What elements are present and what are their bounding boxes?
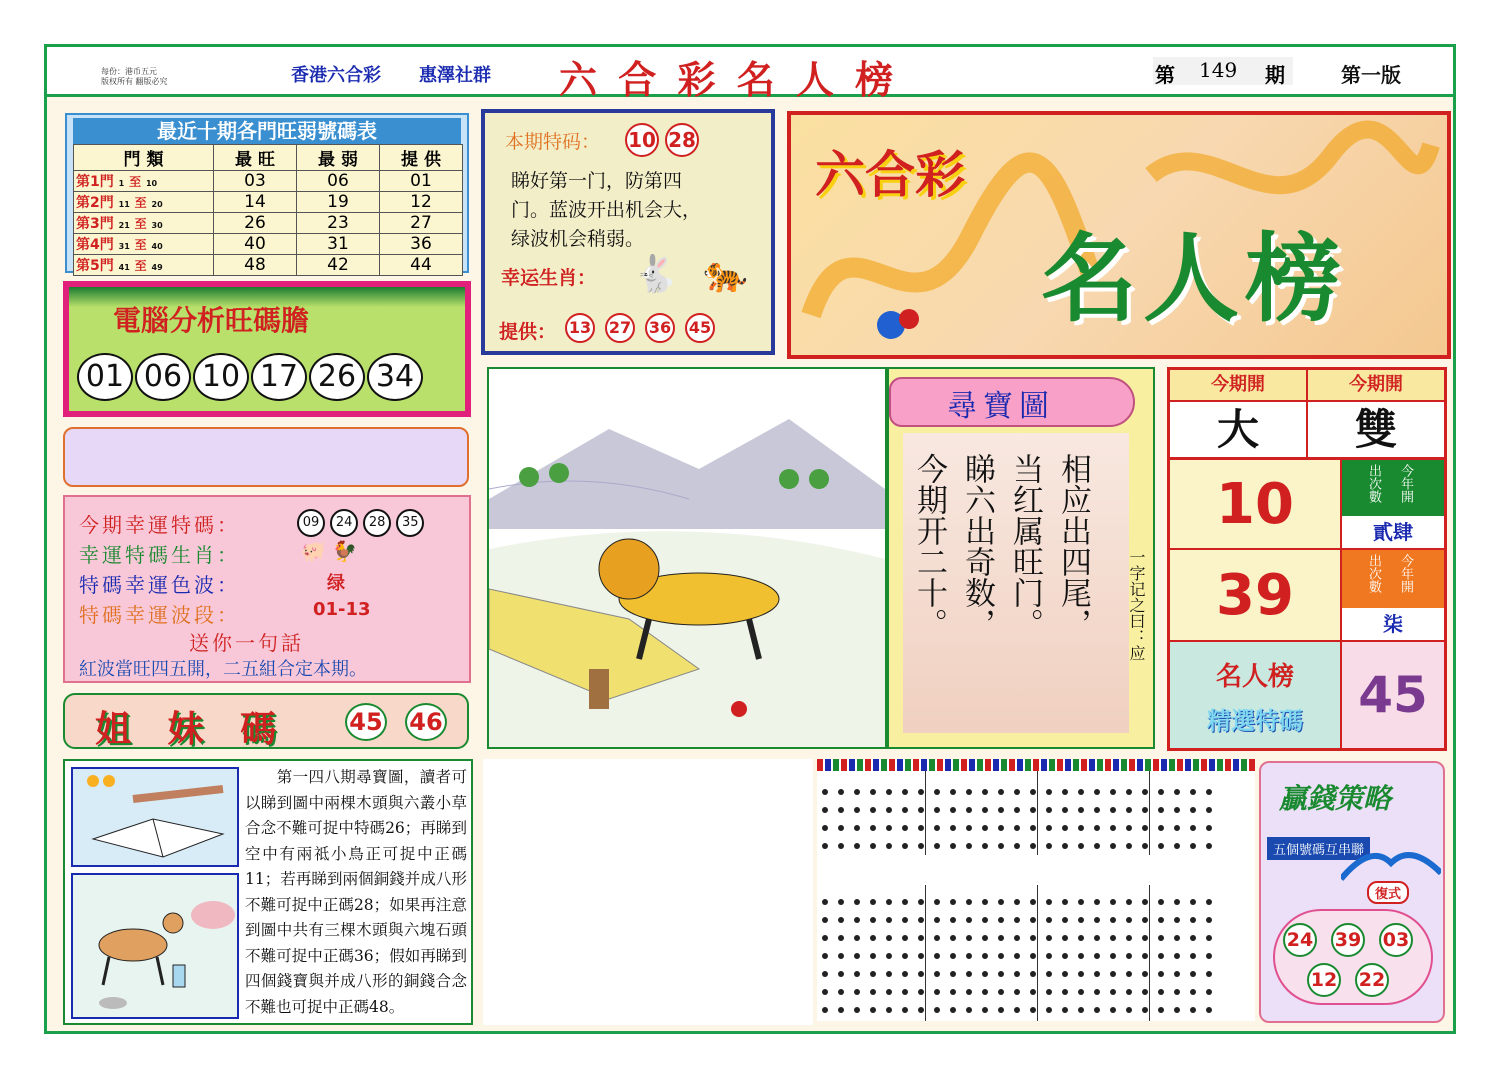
count-label: 今年開 <box>1398 554 1413 593</box>
grid-gap <box>817 855 1237 885</box>
door-label: 第2門 <box>76 195 114 211</box>
zodiac-label: 幸运生肖： <box>501 267 597 289</box>
range-from: 1 <box>118 179 125 188</box>
treasure-picture <box>487 367 887 749</box>
door-label: 第5門 <box>76 258 114 274</box>
special-line: 门。蓝波开出机会大， <box>511 199 702 221</box>
poem-column: 相应出四尾， <box>1055 453 1091 639</box>
range-from: 21 <box>118 221 130 230</box>
blank-panel <box>63 427 469 487</box>
sister-ball: 45 <box>345 703 387 741</box>
count-label-box <box>1342 460 1444 516</box>
hot-cell: 14 <box>214 192 297 213</box>
range-sep: 至 <box>129 175 142 189</box>
fame-number: 45 <box>1342 642 1444 748</box>
count-label: 今年開 <box>1398 464 1413 503</box>
lucky-label-3: 特碼幸運色波： <box>79 573 240 597</box>
story-box <box>63 759 473 1025</box>
banner-subtitle: 六合彩 <box>815 145 965 204</box>
cold-cell: 23 <box>297 213 380 234</box>
poem-column: 当红属旺门。 <box>1007 453 1043 639</box>
poem-column: 睇六出奇数， <box>959 453 995 639</box>
give-cell: 01 <box>380 171 463 192</box>
strategy-ball: 12 <box>1307 963 1341 997</box>
poem-side-note: 一字记之曰：应 <box>1127 549 1146 661</box>
strategy-tag: 復式 <box>1367 881 1409 904</box>
strategy-box <box>1259 761 1445 1023</box>
treasure-poem-box <box>887 367 1155 749</box>
cold-cell: 06 <box>297 171 380 192</box>
tiger-icon: 🐅 <box>703 254 748 295</box>
result-header: 今期開 <box>1308 370 1444 402</box>
rabbit-icon: 🐇 <box>633 254 678 295</box>
number-ball: 01 <box>77 353 133 401</box>
count-value: 柒 <box>1342 608 1444 642</box>
strategy-numbers <box>1273 909 1433 1005</box>
special-ball: 28 <box>665 123 699 157</box>
number-ball: 10 <box>193 353 249 401</box>
zodiac-pig-rooster-icons: 🐖 🐓 <box>301 539 358 563</box>
color-strip <box>817 759 1255 771</box>
wave-icon <box>1341 843 1441 883</box>
number-ball: 06 <box>135 353 191 401</box>
odd-even-result: 雙 <box>1308 402 1444 460</box>
lucky-ball: 24 <box>330 509 358 537</box>
computer-title: 電腦分析旺碼膽 <box>113 304 310 337</box>
sister-numbers-box <box>63 693 469 749</box>
range-sep: 至 <box>134 259 147 273</box>
special-label: 本期特码： <box>505 131 601 153</box>
sister-label: 姐 妹 碼 <box>95 708 289 750</box>
table-row <box>74 255 463 276</box>
lucky-phrase: 紅波當旺四五開，二五組合定本期。 <box>79 659 367 680</box>
cold-cell: 19 <box>297 192 380 213</box>
special-ball: 10 <box>625 123 659 157</box>
table-title: 最近十期各門旺弱號碼表 <box>73 118 461 144</box>
range-to: 30 <box>151 221 163 230</box>
strategy-ball: 03 <box>1379 923 1413 957</box>
treasure-title: 尋寶圖 <box>947 389 1055 424</box>
lucky-box <box>63 495 471 683</box>
issue-suffix: 期 <box>1265 63 1285 87</box>
cold-cell: 31 <box>297 234 380 255</box>
lucky-label-1: 今期幸運特碼： <box>79 513 240 537</box>
price-note: 每份：港币五元 <box>101 67 157 76</box>
table-row <box>74 192 463 213</box>
special-line: 绿波机会稍弱。 <box>511 228 645 250</box>
table-row <box>74 234 463 255</box>
table-row <box>74 213 463 234</box>
banner <box>787 111 1451 359</box>
org-name: 香港六合彩 <box>291 65 381 86</box>
hot-cell: 40 <box>214 234 297 255</box>
range-from: 31 <box>118 242 130 251</box>
sister-ball: 46 <box>405 703 447 741</box>
range-to: 20 <box>151 200 163 209</box>
lucky-numbers <box>297 509 424 537</box>
hot-cold-table <box>73 144 463 276</box>
give-ball: 45 <box>685 313 715 343</box>
count-label: 出次數 <box>1366 554 1381 593</box>
count-value: 貳肆 <box>1342 516 1444 550</box>
give-cell: 36 <box>380 234 463 255</box>
lucky-phrase-title: 送你一句話 <box>189 631 304 655</box>
special-text <box>511 167 773 254</box>
special-line: 睇好第一门，防第四 <box>511 170 683 192</box>
lucky-range: 01-13 <box>313 599 371 620</box>
door-label: 第1門 <box>76 174 114 190</box>
poem-column: 今期开二十。 <box>911 453 947 639</box>
horse-illustration-icon <box>73 875 237 1017</box>
lion-landscape-illustration <box>489 369 885 747</box>
table-header: 最 旺 <box>214 145 297 171</box>
strategy-ball: 24 <box>1283 923 1317 957</box>
give-cell: 27 <box>380 213 463 234</box>
range-to: 10 <box>145 179 158 188</box>
lucky-ball: 28 <box>363 509 391 537</box>
reading-book-illustration <box>71 767 239 867</box>
count-number: 10 <box>1170 460 1342 550</box>
horse-illustration <box>71 873 239 1019</box>
dot-rows-top <box>817 781 1217 853</box>
lucky-color: 绿 <box>327 573 345 594</box>
number-ball: 17 <box>251 353 307 401</box>
lucky-ball: 09 <box>297 509 325 537</box>
cold-cell: 42 <box>297 255 380 276</box>
treasure-poem <box>911 453 1091 723</box>
give-ball: 13 <box>565 313 595 343</box>
blank-area <box>483 759 813 1025</box>
give-ball: 27 <box>605 313 635 343</box>
count-label: 出次數 <box>1366 464 1381 503</box>
range-sep: 至 <box>134 196 147 210</box>
give-cell: 44 <box>380 255 463 276</box>
number-ball: 26 <box>309 353 365 401</box>
org-name-2: 惠澤社群 <box>419 65 491 86</box>
hot-cold-table-box <box>65 113 469 273</box>
strategy-subtitle: 五個號碼互串聯 <box>1267 837 1370 860</box>
table-row <box>74 171 463 192</box>
computer-analysis-box <box>63 281 471 417</box>
fame-subtitle: 精選特碼 <box>1207 707 1303 735</box>
give-cell: 12 <box>380 192 463 213</box>
give-numbers <box>565 313 715 343</box>
door-label: 第3門 <box>76 216 114 232</box>
table-header: 門 類 <box>74 145 214 171</box>
dot-rows-bottom <box>817 891 1217 1017</box>
result-header: 今期開 <box>1170 370 1308 402</box>
lucky-label-2: 幸運特碼生肖： <box>79 543 240 567</box>
issue-box <box>1153 57 1293 85</box>
banner-title: 名人榜 <box>1041 222 1347 335</box>
dot-grid <box>817 759 1255 1021</box>
table-header: 提 供 <box>380 145 463 171</box>
lucky-ball: 35 <box>396 509 424 537</box>
edition: 第一版 <box>1341 63 1401 87</box>
hot-cell: 26 <box>214 213 297 234</box>
count-number: 39 <box>1170 550 1342 642</box>
table-header: 最 弱 <box>297 145 380 171</box>
count-label-box <box>1342 550 1444 608</box>
number-ball: 34 <box>367 353 423 401</box>
page-title: 六 合 彩 名 人 榜 <box>559 57 898 102</box>
special-box <box>481 109 775 355</box>
issue-prefix: 第 <box>1155 63 1175 87</box>
range-from: 11 <box>118 200 130 209</box>
results-panel <box>1167 367 1447 751</box>
hot-cell: 03 <box>214 171 297 192</box>
big-small-result: 大 <box>1170 402 1308 460</box>
book-illustration-icon <box>73 769 237 865</box>
fame-title: 名人榜 <box>1215 662 1294 692</box>
range-from: 41 <box>118 263 130 272</box>
header <box>47 47 1453 102</box>
strategy-ball: 39 <box>1331 923 1365 957</box>
range-to: 49 <box>151 263 163 272</box>
lucky-label-4: 特碼幸運波段： <box>79 603 240 627</box>
computer-numbers <box>77 353 457 401</box>
strategy-ball: 22 <box>1355 963 1389 997</box>
range-sep: 至 <box>134 217 147 231</box>
fine-print <box>101 67 168 87</box>
story-text: 第一四八期尋寶圖，讀者可以睇到圖中兩棵木頭與六叢小草合念不難可捉中特碼26；再睇到空中有兩祗小鳥正可捉中正碼11；若再睇到兩個銅錢并成八形不難可捉中正碼28；如果再注意到圖中共有三棵木頭與六塊石頭不難可捉中正碼36；假如再睇到四個錢寶與并成八形的銅錢合念不難也可捉中正碼48。 <box>245 768 467 1016</box>
page-frame <box>44 44 1456 1034</box>
range-to: 40 <box>151 242 163 251</box>
door-label: 第4門 <box>76 237 114 253</box>
fame-box <box>1170 642 1342 748</box>
hot-cell: 48 <box>214 255 297 276</box>
give-label: 提供： <box>499 321 557 343</box>
strategy-title: 贏錢策略 <box>1279 782 1392 815</box>
range-sep: 至 <box>134 238 147 252</box>
give-ball: 36 <box>645 313 675 343</box>
issue-number: 149 <box>1199 58 1238 82</box>
copyright-note: 版权所有 翻版必究 <box>101 77 168 86</box>
